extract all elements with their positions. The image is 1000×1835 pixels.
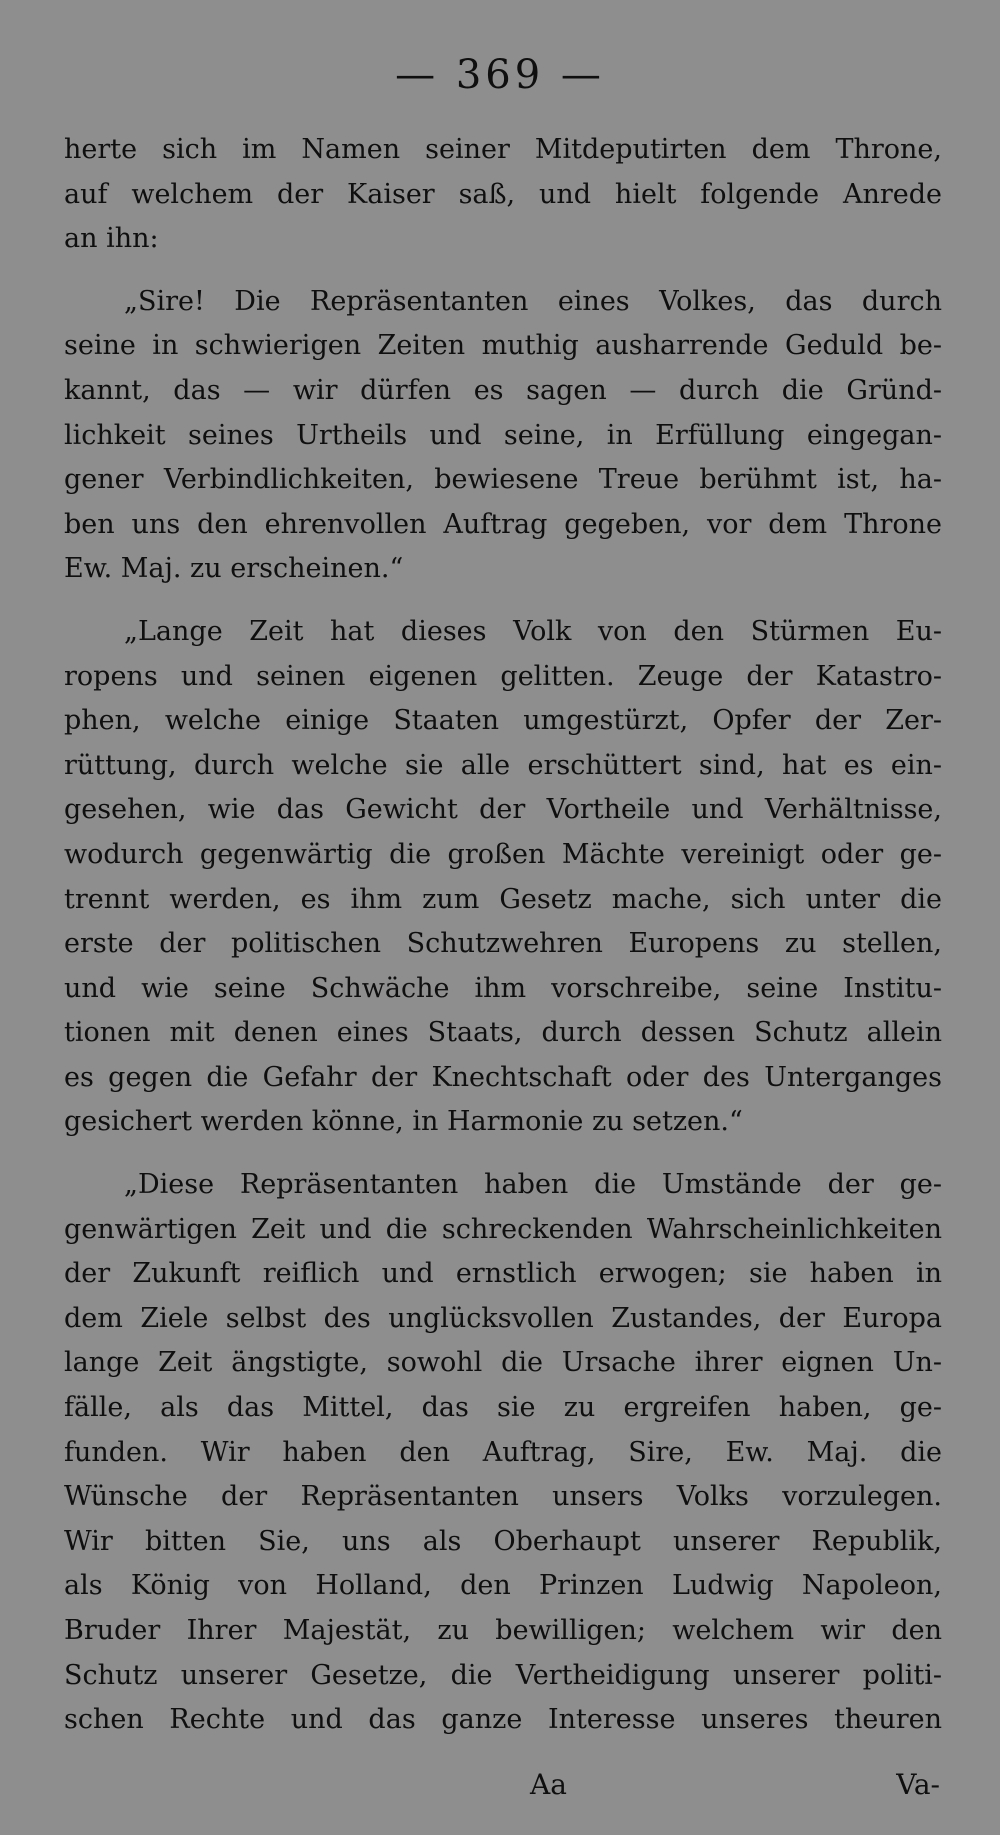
text-line: lange Zeit ängstigte, sowohl die Ursache ihrer eignen Un-: [64, 1347, 942, 1379]
text-line: Bruder Ihrer Majestät, zu bewilligen; welchem wir den: [64, 1615, 942, 1646]
page-footer: [0, 1760, 1000, 1810]
text-line: „Diese Repräsentanten haben die Umstände der ge-: [124, 1169, 942, 1201]
text-line: und wie seine Schwäche ihm vorschreibe, seine Institu-: [64, 972, 942, 1004]
text-line: wodurch gegenwärtig die großen Mächte vereinigt oder ge-: [64, 838, 942, 870]
text-line: kannt, das — wir dürfen es sagen — durch die Gründ-: [64, 374, 942, 406]
text-line: fälle, als das Mittel, das sie zu ergreifen haben, ge-: [64, 1392, 942, 1424]
text-line: phen, welche einige Staaten umgestürzt, Opfer der Zer-: [64, 705, 942, 737]
body-text: [64, 128, 942, 1743]
paragraph-4: [64, 1163, 942, 1743]
page-number: — 369 —: [395, 52, 605, 98]
text-line: seine in schwierigen Zeiten muthig ausharrende Geduld be-: [64, 330, 942, 362]
text-line: gener Verbindlichkeiten, bewiesene Treue berühmt ist, ha-: [64, 464, 942, 496]
text-line: „Lange Zeit hat dieses Volk von den Stürmen Eu-: [124, 615, 942, 647]
text-line: erste der politischen Schutzwehren Europens zu stellen,: [64, 928, 942, 960]
text-line: Wünsche der Repräsentanten unsers Volks vorzulegen.: [64, 1481, 942, 1513]
text-line: als König von Holland, den Prinzen Ludwig Napoleon,: [64, 1570, 942, 1602]
text-line: trennt werden, es ihm zum Gesetz mache, sich unter die: [64, 883, 942, 915]
signature-mark: Aa: [530, 1768, 567, 1801]
text-line: an ihn:: [64, 223, 159, 255]
text-line: funden. Wir haben den Auftrag, Sire, Ew. Maj. die: [64, 1436, 942, 1468]
text-line: genwärtigen Zeit und die schreckenden Wahrscheinlichkeiten: [64, 1213, 942, 1245]
text-line: der Zukunft reiflich und ernstlich erwogen; sie haben in: [64, 1258, 942, 1290]
text-line: es gegen die Gefahr der Knechtschaft oder des Unterganges: [64, 1061, 942, 1093]
text-line: herte sich im Namen seiner Mitdeputirten dem Throne,: [64, 134, 942, 165]
catchword: Va-: [896, 1768, 940, 1801]
text-line: dem Ziele selbst des unglücksvollen Zustandes, der Europa: [64, 1302, 942, 1334]
paragraph-1: [64, 128, 942, 262]
text-line: ben uns den ehrenvollen Auftrag gegeben, vor dem Throne: [64, 508, 942, 540]
text-line: ropens und seinen eigenen gelitten. Zeuge der Katastro-: [64, 660, 942, 692]
paragraph-3: [64, 610, 942, 1145]
text-line: „Sire! Die Repräsentanten eines Volkes, das durch: [124, 285, 942, 317]
text-line: gesehen, wie das Gewicht der Vortheile und Verhältnisse,: [64, 794, 942, 826]
text-line: rüttung, durch welche sie alle erschüttert sind, hat es ein-: [64, 749, 942, 781]
text-line: gesichert werden könne, in Harmonie zu setzen.“: [64, 1106, 743, 1138]
text-line: lichkeit seines Urtheils und seine, in Erfüllung eingegan-: [64, 419, 942, 451]
text-line: schen Rechte und das ganze Interesse unseres theuren: [64, 1704, 942, 1736]
text-line: auf welchem der Kaiser saß, und hielt folgende Anrede: [64, 178, 942, 210]
text-line: Wir bitten Sie, uns als Oberhaupt unserer Republik,: [64, 1525, 942, 1557]
text-line: tionen mit denen eines Staats, durch dessen Schutz allein: [64, 1017, 942, 1049]
text-line: Schutz unserer Gesetze, die Vertheidigung unserer politi-: [64, 1659, 942, 1691]
text-line: Ew. Maj. zu erscheinen.“: [64, 553, 404, 585]
paragraph-2: [64, 280, 942, 592]
